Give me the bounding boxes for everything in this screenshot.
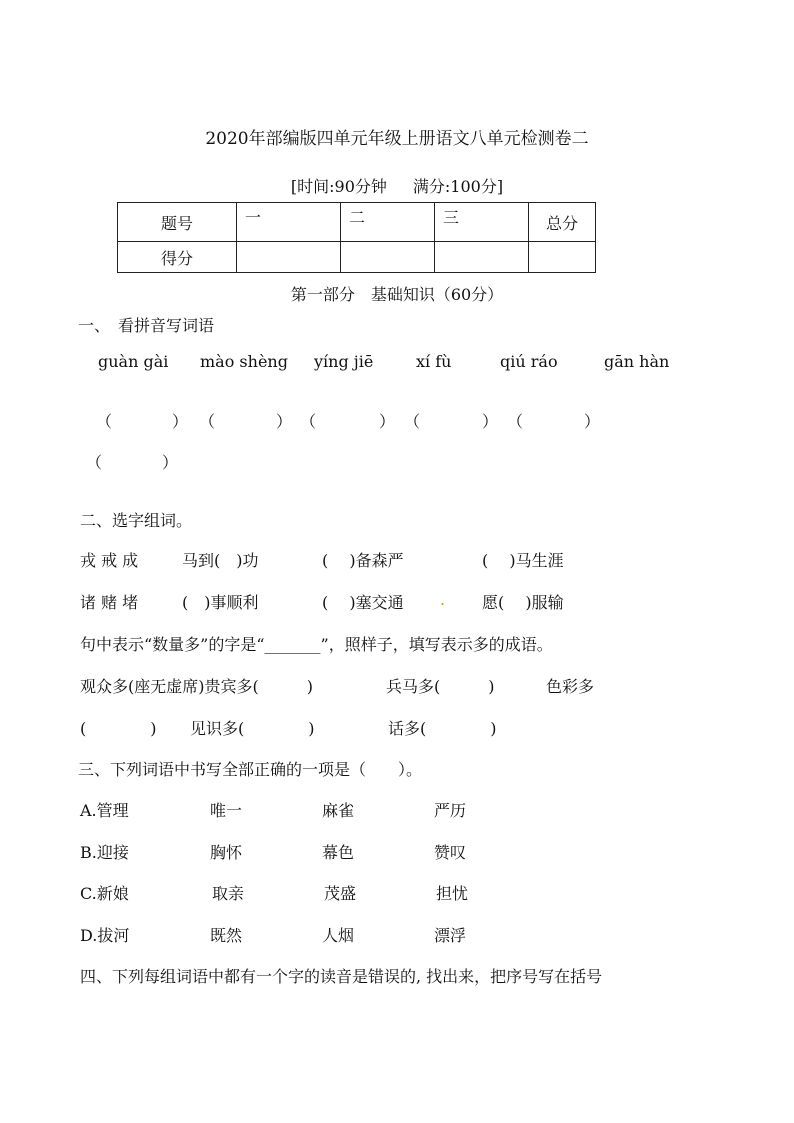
q2-row2-item: ( )事顺利 <box>182 593 259 612</box>
q2-row4-item: 话多( ) <box>388 719 497 738</box>
answer-blank-open[interactable]: （ <box>507 412 524 431</box>
score-table <box>117 202 596 273</box>
option-label: A.管理 <box>80 801 129 820</box>
q2-row2-chars: 诸 赌 堵 <box>80 593 139 612</box>
option-word: 取亲 <box>212 884 245 903</box>
q3-heading: 三、下列词语中书写全部正确的一项是（ ）。 <box>78 760 423 779</box>
option-label: B.迎接 <box>80 843 129 862</box>
q2-row3-item: 观众多(座无虚席)贵宾多( ) <box>80 677 313 696</box>
score-cell-1[interactable] <box>237 242 341 273</box>
score-cell-total[interactable] <box>529 242 596 273</box>
emphasis-dot: . <box>440 590 446 609</box>
pinyin-item: guàn gài <box>98 352 169 371</box>
page-title: 2020年部编版四单元年级上册语文八单元检测卷二 <box>205 129 589 149</box>
pinyin-item: qiú ráo <box>500 352 558 371</box>
time-limit: [时间:90分钟 <box>290 177 387 196</box>
answer-blank-open[interactable]: （ <box>96 412 113 431</box>
score-row-label: 得分 <box>118 242 237 273</box>
answer-blank-open[interactable]: （ <box>300 412 317 431</box>
option-label: C.新娘 <box>80 884 129 903</box>
answer-blank-close: ） <box>276 412 293 431</box>
pinyin-item: mào shèng <box>200 352 288 371</box>
header-cell-question-no: 题号 <box>118 203 237 242</box>
option-word: 赞叹 <box>434 843 467 862</box>
answer-blank-close: ） <box>172 412 189 431</box>
score-table-score-row <box>118 242 596 273</box>
q2-row4-item: 见识多( ) <box>190 719 315 738</box>
option-word: 既然 <box>210 926 243 945</box>
option-word: 担忧 <box>436 884 469 903</box>
pinyin-item: gān hàn <box>604 352 670 371</box>
q2-row1-item: ( )马生涯 <box>482 551 564 570</box>
q2-row1-item: 马到( )功 <box>182 551 259 570</box>
answer-blank-close: ） <box>379 412 396 431</box>
full-score: 满分:100分] <box>412 177 504 196</box>
score-cell-2[interactable] <box>341 242 435 273</box>
part-one-heading: 第一部分 基础知识（60分） <box>290 285 504 304</box>
q2-row3-item: 兵马多( ) <box>386 677 495 696</box>
answer-blank-open[interactable]: （ <box>404 412 421 431</box>
header-cell-1: 一 <box>237 203 341 242</box>
option-word: 麻雀 <box>322 801 355 820</box>
q2-row1-chars: 戎 戒 成 <box>80 551 139 570</box>
header-cell-2: 二 <box>341 203 435 242</box>
q2-row2-item: 愿( )服输 <box>482 593 564 612</box>
option-word: 人烟 <box>322 926 355 945</box>
answer-blank-open[interactable]: （ <box>199 412 216 431</box>
option-word: 胸怀 <box>210 843 243 862</box>
pinyin-item: yíng jiē <box>314 352 374 371</box>
exam-meta <box>0 174 794 197</box>
answer-blank-open[interactable]: （ <box>86 453 103 472</box>
q2-heading: 二、选字组词。 <box>80 511 193 530</box>
score-table-header-row <box>118 203 596 242</box>
answer-blank-close: ） <box>162 453 179 472</box>
option-word: 唯一 <box>210 801 243 820</box>
q2-instruction: 句中表示“数量多”的字是“_______”，照样子，填写表示多的成语。 <box>80 635 553 654</box>
option-word: 严历 <box>434 801 467 820</box>
header-cell-3: 三 <box>435 203 529 242</box>
option-word: 幕色 <box>322 843 355 862</box>
answer-blank-close: ） <box>482 412 499 431</box>
score-cell-3[interactable] <box>435 242 529 273</box>
q2-row2-item: ( )塞交通 <box>322 593 404 612</box>
option-word: 漂浮 <box>434 926 467 945</box>
q1-heading: 一、 看拼音写词语 <box>78 316 215 335</box>
option-label: D.拔河 <box>80 926 130 945</box>
pinyin-item: xí fù <box>416 352 452 371</box>
header-cell-total: 总分 <box>529 203 596 242</box>
q4-heading: 四、下列每组词语中都有一个字的读音是错误的, 找出来，把序号写在括号 <box>80 967 603 986</box>
q2-row3-item: 色彩多 <box>546 677 595 696</box>
q2-row1-item: ( )备森严 <box>322 551 404 570</box>
q2-row4-item: ( ) <box>80 719 157 738</box>
option-word: 茂盛 <box>324 884 357 903</box>
answer-blank-close: ） <box>584 412 601 431</box>
